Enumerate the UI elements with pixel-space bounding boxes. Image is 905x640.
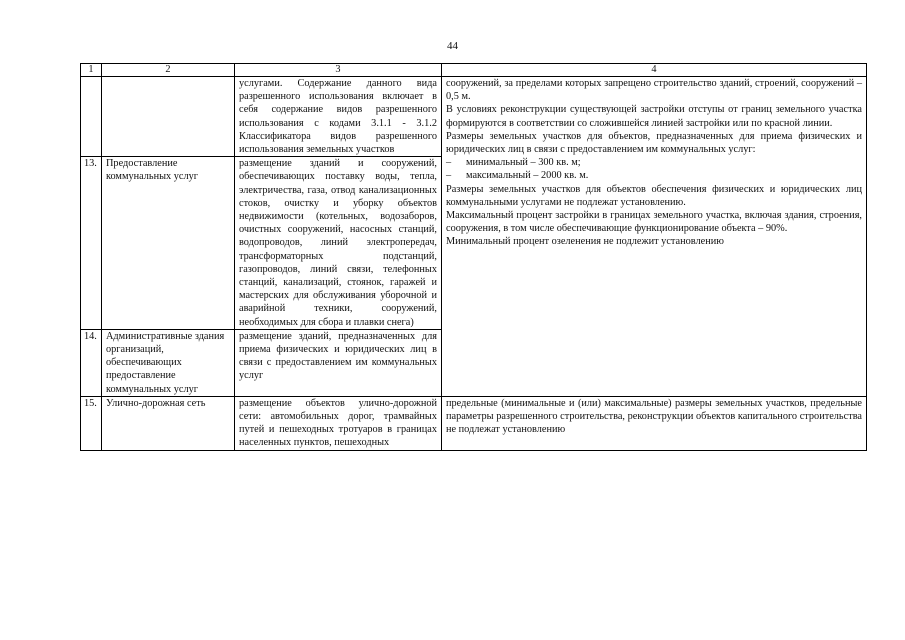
header-col-4: 4 [442,64,867,77]
use-name: Улично-дорожная сеть [102,396,235,450]
use-description: услугами. Содержание данного вида разрешенного использования включает в себя содержание видов разрешенного использования с кодами 3.1.1 - 3.1.2 Классификатора видов разрешенного использования земельных участков [235,77,442,157]
list-item [446,169,862,182]
header-col-1: 1 [81,64,102,77]
page-number: 44 [447,40,458,52]
list-dash: – [446,170,452,182]
header-col-3: 3 [235,64,442,77]
list-item-text: минимальный – 300 кв. м; [466,157,581,169]
use-description: размещение зданий, предназначенных для приема физических и юридических лиц в связи с предоставлением им коммунальных услуг [235,329,442,396]
parameters-paragraph: В условиях реконструкции существующей застройки отступы от границ земельного участка формируются в соответствии со сложившейся линией застройки или по красной линии. [446,104,862,129]
parameters-paragraph: Размеры земельных участков для объектов обеспечения физических и юридических лиц коммунальными услугами не подлежат установлению. [446,183,862,208]
parameters-paragraph: Максимальный процент застройки в границах земельного участка, включая здания, строения, сооружения, в том числе обеспечивающие функционирование объекта – 90%. [446,210,862,235]
header-row [81,64,867,77]
use-description: размещение объектов улично-дорожной сети: автомобильных дорог, трамвайных путей и пешеходных тротуаров в границах населенных пунктов, пешеходных [235,396,442,450]
list-item [446,156,862,169]
parameters-paragraph: сооружений, за пределами которых запрещено строительство зданий, строений, сооружений – 0,5 м. [446,78,862,103]
regulations-table [80,63,867,451]
use-name [102,77,235,157]
row-number: 15. [81,396,102,450]
use-description: размещение зданий и сооружений, обеспечивающих поставку воды, тепла, электричества, газа, отвод канализационных стоков, очистку и уборку объектов недвижимости (котельных, водозаборов, очистных сооружений, насосных станций, водопроводов, линий электропередач, трансформаторных подстанций, газопроводов, линий связи, телефонных станций, канализаций, стоянок, гаражей и мастерских для обслуживания уборочной и аварийной техники, сооружений, необходимых для сбора и плавки снега) [235,157,442,330]
parameters-cell: предельные (минимальные и (или) максимальные) размеры земельных участков, предельные параметры разрешенного строительства, реконструкции объектов капитального строительства не подлежат установлению [442,396,867,450]
list-dash: – [446,157,452,169]
parameters-paragraph: Минимальный процент озеленения не подлежит установлению [446,236,724,248]
table-row [81,77,867,157]
use-name: Предоставление коммунальных услуг [102,157,235,330]
parameters-cell [442,77,867,397]
row-number: 13. [81,157,102,330]
use-name: Административные здания организаций, обеспечивающих предоставление коммунальных услуг [102,329,235,396]
header-col-2: 2 [102,64,235,77]
row-number [81,77,102,157]
parameters-paragraph: Размеры земельных участков для объектов, предназначенных для приема физических и юридических лиц в связи с предоставлением им коммунальных услуг: [446,130,862,156]
row-number: 14. [81,329,102,396]
table-row [81,396,867,450]
list-item-text: максимальный – 2000 кв. м. [466,170,589,182]
